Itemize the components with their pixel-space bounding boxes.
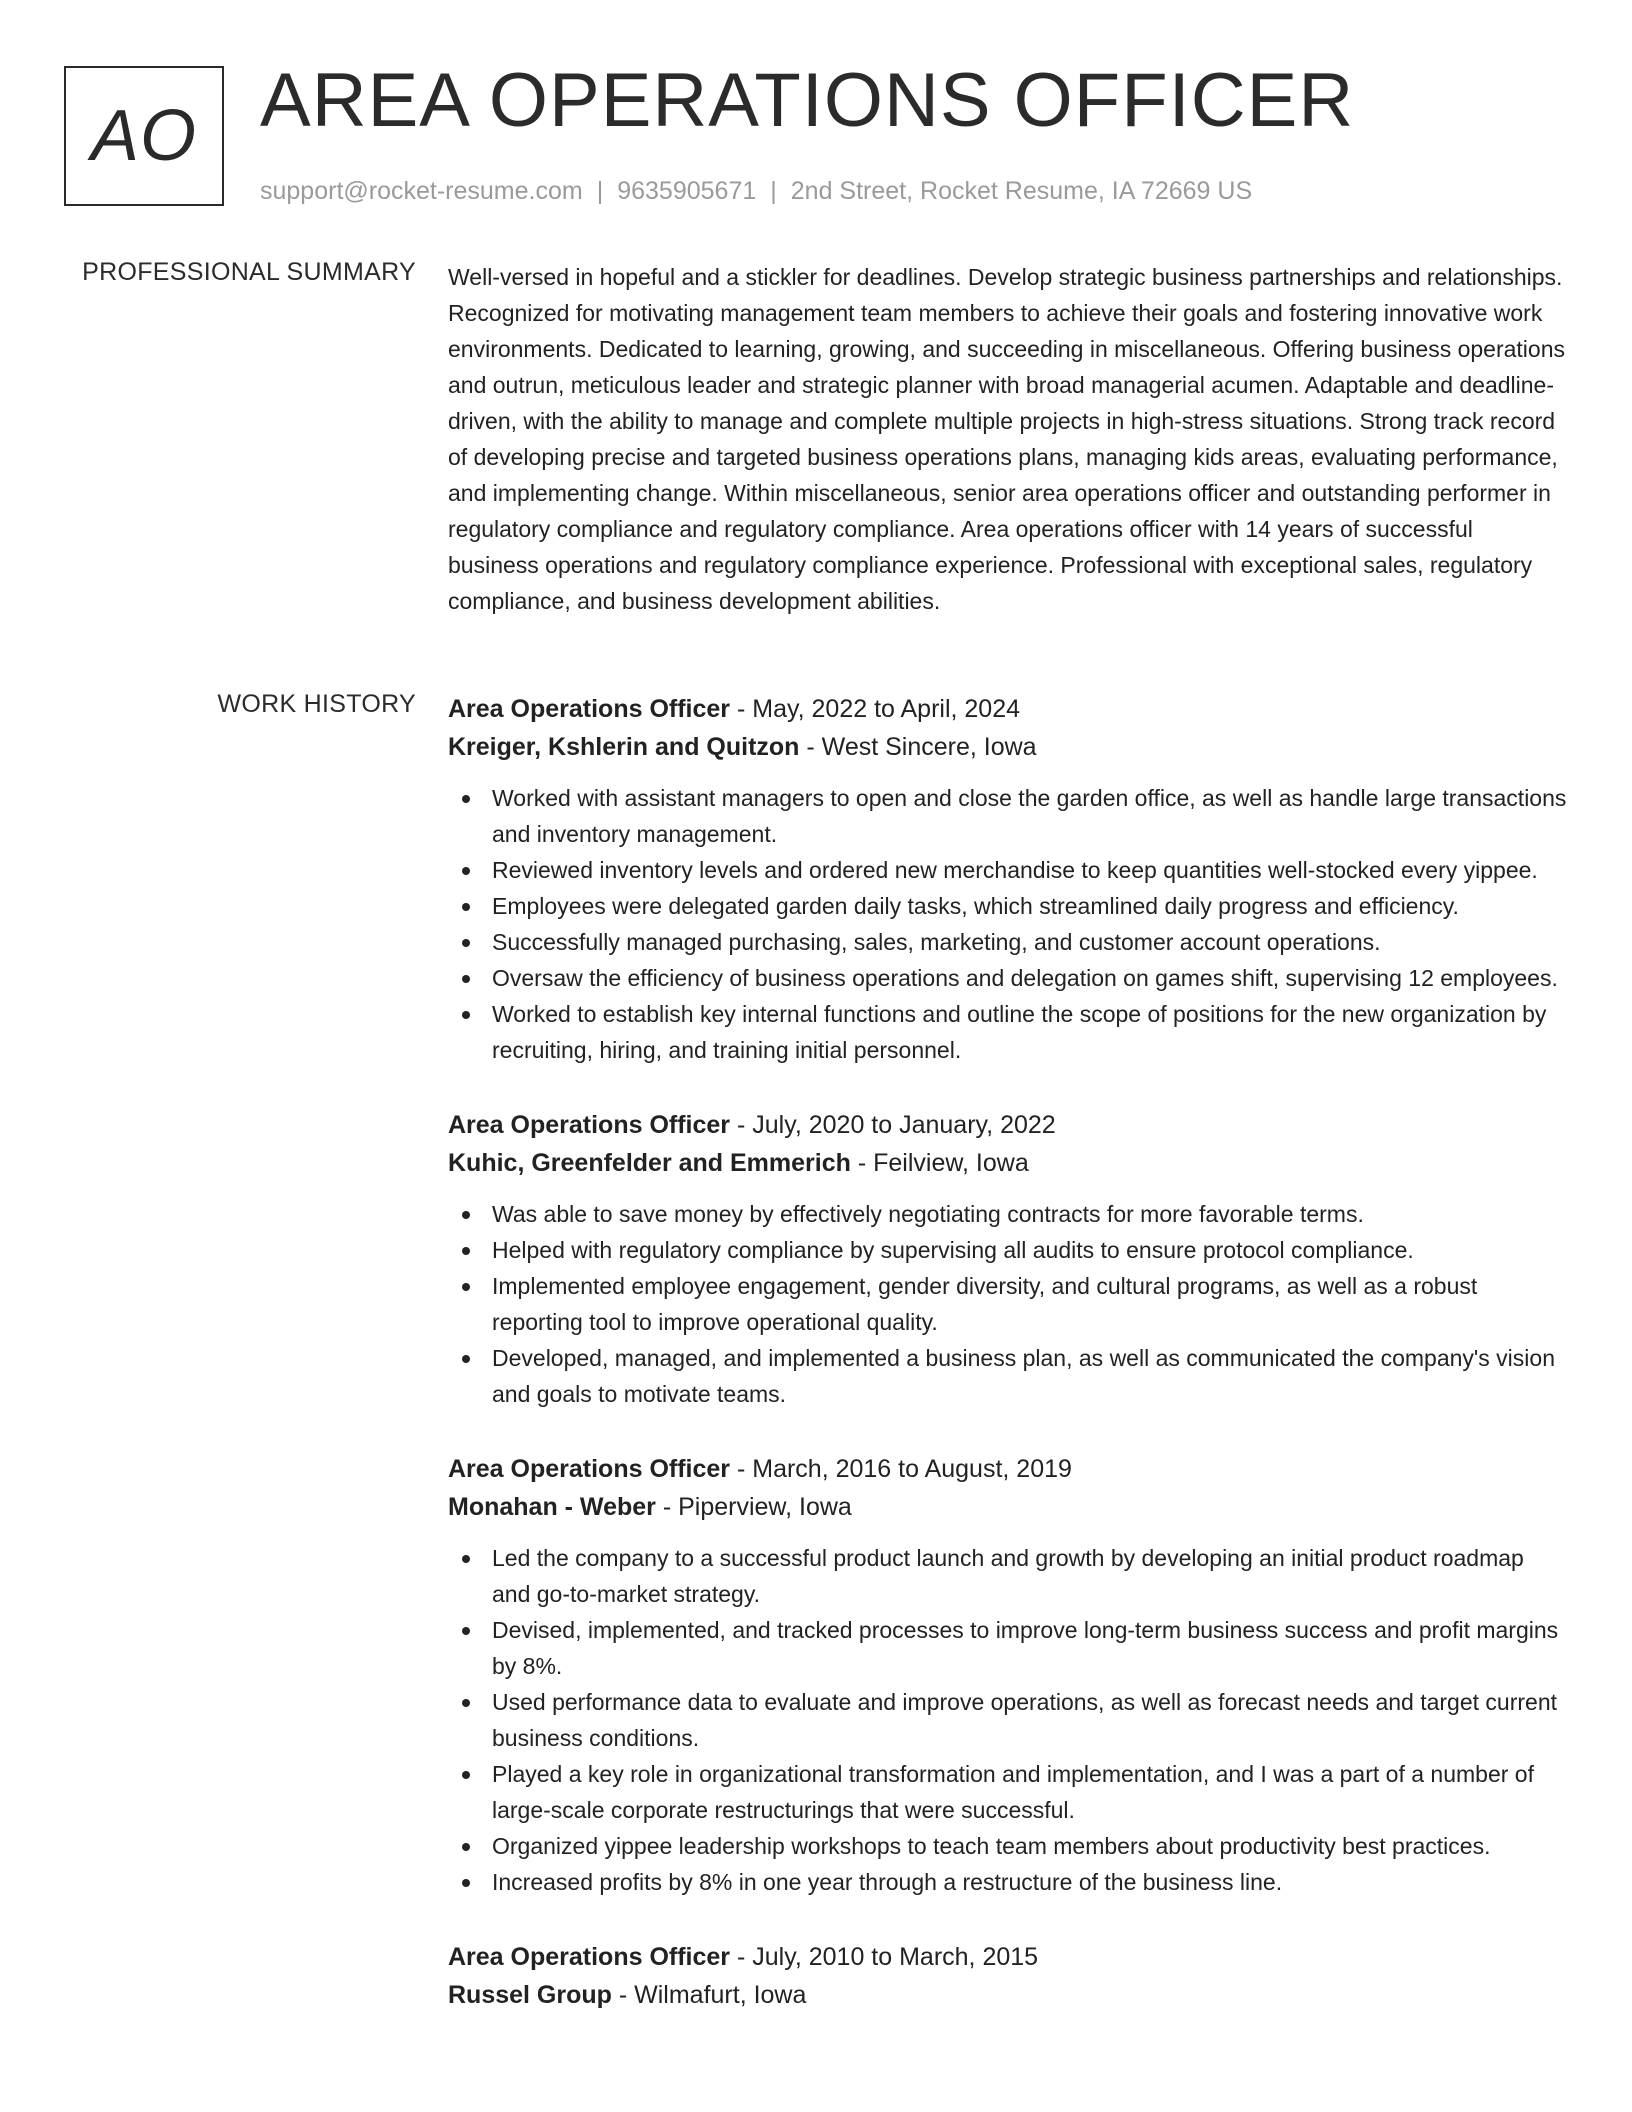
job-bullet: Oversaw the efficiency of business operations and delegation on games shift, supervising 12 employees.: [448, 960, 1568, 996]
job-entry: [448, 1450, 1568, 1900]
job-bullet-list: [448, 1540, 1568, 1900]
job-company: Kreiger, Kshlerin and Quitzon: [448, 733, 800, 761]
job-company-line: [448, 1144, 1568, 1182]
summary-section: [448, 259, 1568, 619]
job-bullet: Organized yippee leadership workshops to teach team members about productivity best practices.: [448, 1828, 1568, 1864]
contact-phone: 9635905671: [617, 177, 757, 205]
contact-address: 2nd Street, Rocket Resume, IA 72669 US: [790, 177, 1253, 205]
job-title-line: [448, 1938, 1568, 1976]
job-title-line: [448, 1106, 1568, 1144]
job-title-line: [448, 1450, 1568, 1488]
job-bullet-list: [448, 780, 1568, 1068]
job-title: Area Operations Officer: [448, 695, 731, 723]
job-dates: - July, 2020 to January, 2022: [730, 1111, 1056, 1139]
contact-separator: |: [770, 177, 777, 205]
job-dates: - March, 2016 to August, 2019: [730, 1455, 1072, 1483]
job-bullet: Devised, implemented, and tracked processes to improve long-term business success and profit margins by 8%.: [448, 1612, 1568, 1684]
job-bullet: Worked to establish key internal functions and outline the scope of positions for the new organization by recruiting, hiring, and training initial personnel.: [448, 996, 1568, 1068]
job-title: Area Operations Officer: [448, 1111, 731, 1139]
job-company-line: [448, 1488, 1568, 1526]
contact-email: support@rocket-resume.com: [260, 177, 583, 205]
job-location: - Piperview, Iowa: [655, 1493, 852, 1521]
job-company-line: [448, 1976, 1568, 2014]
job-company: Monahan - Weber: [448, 1493, 656, 1521]
job-entry: [448, 690, 1568, 1068]
job-company: Kuhic, Greenfelder and Emmerich: [448, 1149, 851, 1177]
monogram-logo: AO: [64, 66, 224, 206]
job-bullet: Implemented employee engagement, gender diversity, and cultural programs, as well as a robust reporting tool to improve operational quality.: [448, 1268, 1568, 1340]
job-company-line: [448, 728, 1568, 766]
job-bullet: Helped with regulatory compliance by supervising all audits to ensure protocol compliance.: [448, 1232, 1568, 1268]
work-history-section-label: WORK HISTORY: [217, 690, 416, 718]
job-bullet: Developed, managed, and implemented a business plan, as well as communicated the company's vision and goals to motivate teams.: [448, 1340, 1568, 1412]
contact-line: [260, 174, 1252, 208]
summary-text: Well-versed in hopeful and a stickler for deadlines. Develop strategic business partnerships and relationships. Recognized for motivating management team members to achieve their goals and fostering innovative work environments. Dedicated to learning, growing, and succeeding in miscellaneous. Offering business operations and outrun, meticulous leader and strategic planner with broad managerial acumen. Adaptable and deadline-driven, with the ability to manage and complete multiple projects in high-stress situations. Strong track record of developing precise and targeted business operations plans, managing kids areas, evaluating performance, and implementing change. Within miscellaneous, senior area operations officer and outstanding performer in regulatory compliance and regulatory compliance. Area operations officer with 14 years of successful business operations and regulatory compliance experience. Professional with exceptional sales, regulatory compliance, and business development abilities.: [448, 264, 1566, 614]
job-title: Area Operations Officer: [448, 1455, 731, 1483]
job-title: Area Operations Officer: [448, 1943, 731, 1971]
job-bullet: Used performance data to evaluate and improve operations, as well as forecast needs and target current business conditions.: [448, 1684, 1568, 1756]
job-title-line: [448, 690, 1568, 728]
resume-title: AREA OPERATIONS OFFICER: [260, 58, 1355, 143]
job-bullet: Worked with assistant managers to open and close the garden office, as well as handle large transactions and inventory management.: [448, 780, 1568, 852]
summary-section-label: PROFESSIONAL SUMMARY: [82, 258, 416, 286]
job-dates: - July, 2010 to March, 2015: [730, 1943, 1039, 1971]
job-location: - Feilview, Iowa: [850, 1149, 1029, 1177]
job-bullet: Played a key role in organizational transformation and implementation, and I was a part of a number of large-scale corporate restructurings that were successful.: [448, 1756, 1568, 1828]
job-location: - West Sincere, Iowa: [799, 733, 1037, 761]
job-bullet: Led the company to a successful product launch and growth by developing an initial product roadmap and go-to-market strategy.: [448, 1540, 1568, 1612]
job-bullet: Successfully managed purchasing, sales, marketing, and customer account operations.: [448, 924, 1568, 960]
work-history-section: [448, 690, 1568, 2052]
job-bullet: Employees were delegated garden daily tasks, which streamlined daily progress and efficiency.: [448, 888, 1568, 924]
job-bullet: Was able to save money by effectively negotiating contracts for more favorable terms.: [448, 1196, 1568, 1232]
job-dates: - May, 2022 to April, 2024: [730, 695, 1021, 723]
job-entry: [448, 1106, 1568, 1412]
job-bullet: Reviewed inventory levels and ordered new merchandise to keep quantities well-stocked every yippee.: [448, 852, 1568, 888]
job-bullet: Increased profits by 8% in one year through a restructure of the business line.: [448, 1864, 1568, 1900]
contact-separator: |: [596, 177, 604, 205]
job-entry: [448, 1938, 1568, 2014]
job-company: Russel Group: [448, 1981, 612, 2009]
job-bullet-list: [448, 1196, 1568, 1412]
job-location: - Wilmafurt, Iowa: [611, 1981, 807, 2009]
